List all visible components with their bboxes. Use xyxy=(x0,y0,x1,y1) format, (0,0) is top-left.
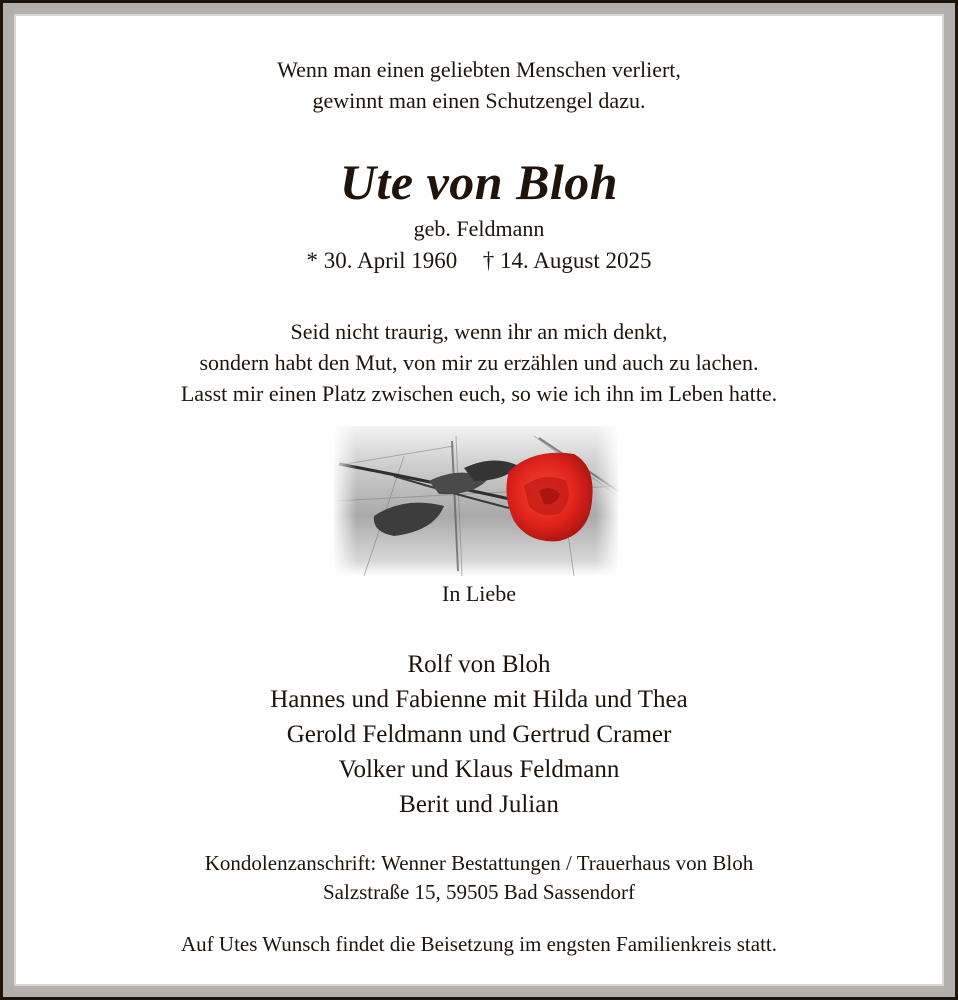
birth-name: geb. Feldmann xyxy=(413,216,545,241)
condolence-address-line-2: Salzstraße 15, 59505 Bad Sassendorf xyxy=(322,880,636,904)
obituary-notice xyxy=(16,16,942,984)
birth-date: * 30. April 1960 xyxy=(306,248,458,273)
mourner-1: Rolf von Bloh xyxy=(407,651,551,678)
poem-line-2: sondern habt den Mut, von mir zu erzählen und auch zu lachen. xyxy=(199,350,759,375)
death-date: † 14. August 2025 xyxy=(482,248,652,273)
burial-note: Auf Utes Wunsch findet die Beisetzung im engsten Familienkreis statt. xyxy=(181,932,777,956)
life-dates xyxy=(16,248,942,274)
in-love-label: In Liebe xyxy=(442,581,516,606)
condolence-address-line-1: Kondolenzanschrift: Wenner Bestattungen / Trauerhaus von Bloh xyxy=(204,851,754,875)
poem-line-3: Lasst mir einen Platz zwischen euch, so wie ich ihn im Leben hatte. xyxy=(180,381,778,406)
rose-image xyxy=(334,426,618,576)
motto-line-1: Wenn man einen geliebten Menschen verliert, xyxy=(277,57,681,82)
motto-line-2: gewinnt man einen Schutzengel dazu. xyxy=(312,88,646,113)
mourner-4: Volker und Klaus Feldmann xyxy=(338,756,620,783)
mourner-2: Hannes und Fabienne mit Hilda und Thea xyxy=(270,686,688,713)
notice-frame xyxy=(3,3,955,997)
poem-line-1: Seid nicht traurig, wenn ihr an mich denkt, xyxy=(290,319,668,344)
mourner-5: Berit und Julian xyxy=(399,791,559,818)
mourner-3: Gerold Feldmann und Gertrud Cramer xyxy=(286,721,672,748)
rose-icon xyxy=(334,426,618,576)
deceased-name: Ute von Bloh xyxy=(339,154,619,210)
